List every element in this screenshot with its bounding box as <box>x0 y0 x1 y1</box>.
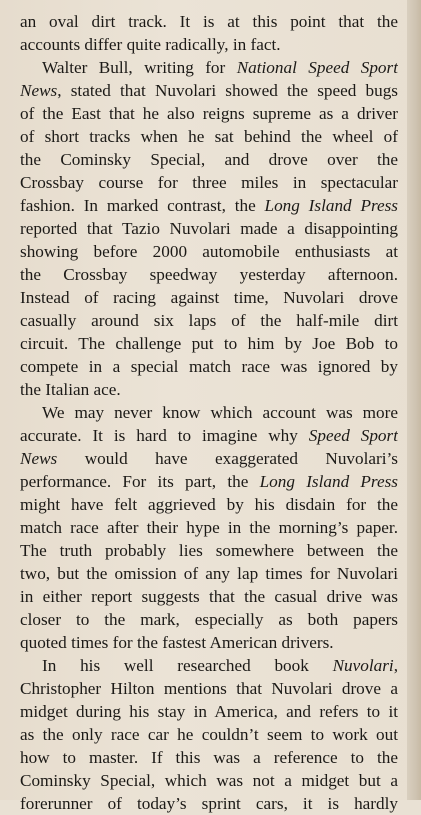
text-run: Walter Bull, writing for <box>42 58 237 77</box>
italic-title-text: News <box>20 81 58 100</box>
text-run: Cominsky Special, which was not a midget but a <box>20 771 398 790</box>
text-run: performance. For its part, the <box>20 472 260 491</box>
text-line <box>20 585 398 608</box>
text-run: the Crossbay speedway yesterday afternoon. <box>20 265 398 284</box>
text-run: midget during his stay in America, and refers to it <box>20 702 398 721</box>
text-line <box>20 562 398 585</box>
text-run: might have felt aggrieved by his disdain for the <box>20 495 398 514</box>
text-line <box>20 677 398 700</box>
text-line <box>20 401 398 424</box>
text-line <box>20 723 398 746</box>
italic-title-text: Long Island Press <box>264 196 398 215</box>
text-line <box>20 125 398 148</box>
text-run: accurate. It is hard to imagine why <box>20 426 309 445</box>
article-text-column <box>20 10 398 815</box>
text-line <box>20 700 398 723</box>
text-line <box>20 631 398 654</box>
text-line <box>20 33 398 56</box>
text-run: accounts differ quite radically, in fact. <box>20 35 281 54</box>
text-run: would have exaggerated Nuvolari’s <box>57 449 398 468</box>
text-line <box>20 769 398 792</box>
text-run: casually around six laps of the half-mile dirt <box>20 311 398 330</box>
text-run: Instead of racing against time, Nuvolari drove <box>20 288 398 307</box>
text-line <box>20 309 398 332</box>
text-run: circuit. The challenge put to him by Joe Bob to <box>20 334 398 353</box>
text-line <box>20 493 398 516</box>
text-line <box>20 792 398 815</box>
page-edge-shadow <box>407 0 421 800</box>
text-run: , <box>393 656 398 675</box>
text-line <box>20 79 398 102</box>
text-line <box>20 263 398 286</box>
text-line <box>20 654 398 677</box>
italic-title-text: National Speed Sport <box>236 58 398 77</box>
text-line <box>20 332 398 355</box>
text-run: the Italian ace. <box>20 380 121 399</box>
text-line <box>20 217 398 240</box>
text-line <box>20 240 398 263</box>
text-run: two, but the omission of any lap times for Nuvolari <box>20 564 398 583</box>
text-line <box>20 746 398 769</box>
text-run: an oval dirt track. It is at this point that the <box>20 12 398 31</box>
text-line <box>20 447 398 470</box>
text-run: quoted times for the fastest American drivers. <box>20 633 334 652</box>
text-run: Christopher Hilton mentions that Nuvolari drove a <box>20 679 398 698</box>
text-line <box>20 424 398 447</box>
italic-title-text: Speed Sport <box>308 426 398 445</box>
text-run: forerunner of today’s sprint cars, it is hardly <box>20 794 398 813</box>
text-run: We may never know which account was more <box>42 403 398 422</box>
text-run: as the only race car he couldn’t seem to work out <box>20 725 398 744</box>
text-run: reported that Tazio Nuvolari made a disappointing <box>20 219 398 238</box>
text-line <box>20 539 398 562</box>
text-line <box>20 171 398 194</box>
text-run: the Cominsky Special, and drove over the <box>20 150 398 169</box>
text-run: , stated that Nuvolari showed the speed bugs <box>57 81 398 100</box>
italic-title-text: Nuvolari <box>332 656 394 675</box>
text-line <box>20 286 398 309</box>
text-run: compete in a special match race was ignored by <box>20 357 398 376</box>
text-line <box>20 378 398 401</box>
italic-title-text: Long Island Press <box>259 472 398 491</box>
text-run: match race after their hype in the morning’s paper. <box>20 518 398 537</box>
text-run: in either report suggests that the casual drive was <box>20 587 398 606</box>
text-run: of the East that he also reigns supreme as a driver <box>20 104 398 123</box>
text-line <box>20 148 398 171</box>
text-run: of short tracks when he sat behind the wheel of <box>20 127 398 146</box>
text-run: In his well researched book <box>42 656 333 675</box>
text-line <box>20 10 398 33</box>
text-run: fashion. In marked contrast, the <box>20 196 265 215</box>
text-line <box>20 608 398 631</box>
text-line <box>20 56 398 79</box>
text-line <box>20 194 398 217</box>
italic-title-text: News <box>20 449 58 468</box>
text-line <box>20 516 398 539</box>
text-line <box>20 355 398 378</box>
text-run: how to master. If this was a reference to the <box>20 748 398 767</box>
text-run: Crossbay course for three miles in spectacular <box>20 173 398 192</box>
text-line <box>20 102 398 125</box>
text-run: showing before 2000 automobile enthusiasts at <box>20 242 398 261</box>
text-run: The truth probably lies somewhere between the <box>20 541 398 560</box>
text-run: closer to the mark, especially as both papers <box>20 610 398 629</box>
text-line <box>20 470 398 493</box>
